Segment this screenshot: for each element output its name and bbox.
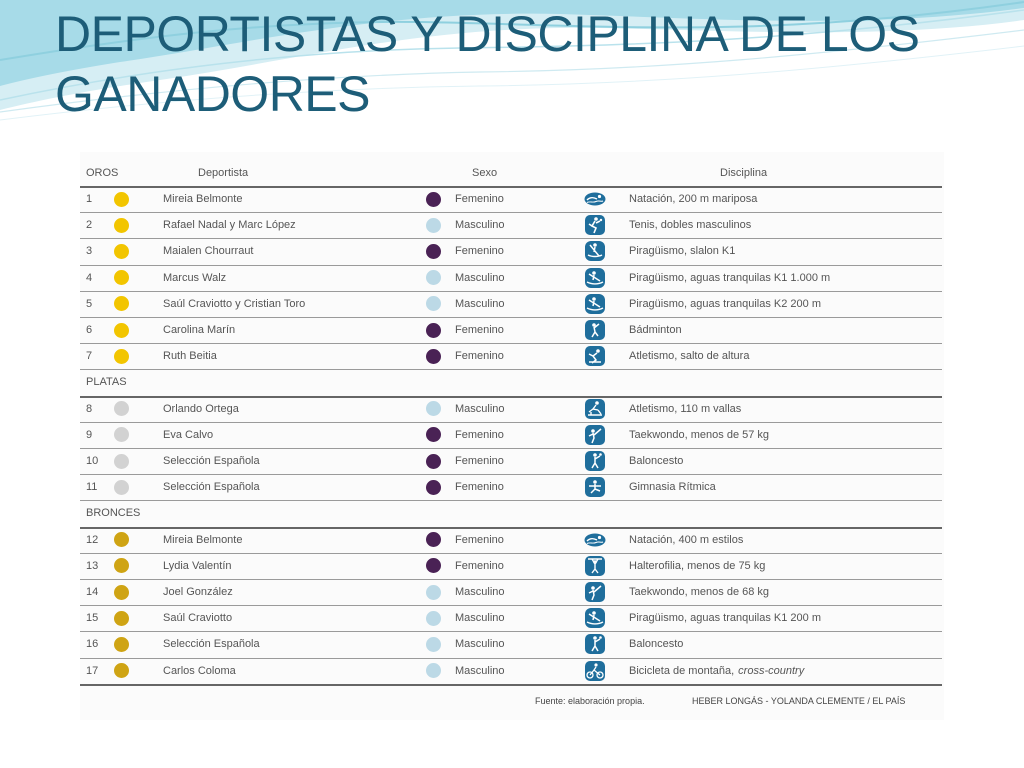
row-number: 11 xyxy=(86,481,98,494)
table-row xyxy=(80,212,944,238)
discipline-text: Piragüismo, aguas tranquilas K2 200 m xyxy=(629,297,821,310)
female-sex-dot xyxy=(426,422,444,448)
taekwondo-icon xyxy=(584,422,610,448)
row-divider xyxy=(80,553,942,554)
medal-circle xyxy=(114,480,129,495)
sex-circle xyxy=(426,244,441,259)
discipline xyxy=(629,448,939,474)
athlete-name: Saúl Craviotto y Cristian Toro xyxy=(163,297,306,310)
header-sex: Sexo xyxy=(472,167,498,179)
discipline-text: Taekwondo, menos de 68 kg xyxy=(629,586,770,598)
footer-source: Fuente: elaboración propia. xyxy=(535,696,645,706)
athlete-sex: Femenino xyxy=(455,559,504,572)
high-jump-icon xyxy=(584,343,610,369)
discipline-text: Natación, 400 m estilos xyxy=(629,533,744,546)
silver-medal-dot xyxy=(114,474,132,500)
slide-title-line2: GANADORES xyxy=(55,66,371,122)
athlete-name: Joel González xyxy=(163,586,233,598)
medal-circle xyxy=(114,532,129,547)
female-sex-dot xyxy=(426,343,444,369)
tennis-icon xyxy=(584,212,610,238)
row-divider xyxy=(80,396,942,398)
row-divider xyxy=(80,527,942,529)
header-athlete: Deportista xyxy=(198,167,249,179)
discipline-text: Atletismo, salto de altura xyxy=(629,350,750,363)
weightlifting-icon xyxy=(584,553,610,579)
athlete-sex: Femenino xyxy=(455,533,504,546)
sex-circle xyxy=(426,480,441,495)
discipline xyxy=(629,422,939,448)
row-divider xyxy=(80,343,942,344)
athlete-sex: Femenino xyxy=(455,455,504,467)
athlete-name: Selección Española xyxy=(163,481,260,494)
discipline-text: Piragüismo, slalon K1 xyxy=(629,245,736,258)
athlete-name: Carolina Marín xyxy=(163,324,236,336)
sex-circle xyxy=(426,585,441,600)
row-number: 8 xyxy=(86,402,93,415)
table-row xyxy=(80,527,944,553)
table-row xyxy=(80,579,944,605)
female-sex-dot xyxy=(426,186,444,212)
medal-circle xyxy=(114,270,129,285)
athlete-sex: Masculino xyxy=(455,271,505,284)
gold-medal-dot xyxy=(114,343,132,369)
basketball-icon xyxy=(584,631,610,657)
discipline xyxy=(629,553,939,579)
sex-circle xyxy=(426,454,441,469)
discipline-italic-text: cross-country xyxy=(738,664,805,677)
athlete-sex: Masculino xyxy=(455,402,505,415)
medal-circle xyxy=(114,558,129,573)
sex-circle xyxy=(426,532,441,547)
athlete-name: Mireia Belmonte xyxy=(163,193,243,205)
footer-credit: HEBER LONGÁS - YOLANDA CLEMENTE / EL PAÍS xyxy=(692,696,906,706)
bronze-medal-dot xyxy=(114,631,132,657)
row-divider xyxy=(80,658,942,659)
row-divider xyxy=(80,291,942,292)
athlete-sex: Femenino xyxy=(455,481,504,494)
bronze-medal-dot xyxy=(114,553,132,579)
sex-circle xyxy=(426,296,441,311)
discipline xyxy=(629,212,939,238)
discipline-text: Baloncesto xyxy=(629,455,684,467)
row-divider xyxy=(80,448,942,449)
gold-medal-dot xyxy=(114,265,132,291)
discipline xyxy=(629,579,939,605)
medal-circle xyxy=(114,585,129,600)
basketball-icon xyxy=(584,448,610,474)
section-label-oros: OROS xyxy=(86,167,119,179)
medal-circle xyxy=(114,218,129,233)
swimming-icon xyxy=(584,186,610,212)
athlete-sex: Femenino xyxy=(455,350,504,363)
medal-circle xyxy=(114,663,129,678)
athlete-name: Selección Española xyxy=(163,638,260,651)
row-number: 13 xyxy=(86,559,99,572)
medal-circle xyxy=(114,401,129,416)
canoe-slalom-icon xyxy=(584,238,610,264)
sex-circle xyxy=(426,427,441,442)
male-sex-dot xyxy=(426,631,444,657)
gold-medal-dot xyxy=(114,212,132,238)
sex-circle xyxy=(426,637,441,652)
discipline xyxy=(629,317,939,343)
discipline-text: Atletismo, 110 m vallas xyxy=(629,402,742,415)
discipline xyxy=(629,343,939,369)
medal-circle xyxy=(114,637,129,652)
athlete-sex: Femenino xyxy=(455,428,504,441)
athlete-name: Ruth Beitia xyxy=(163,350,217,363)
athlete-name: Selección Española xyxy=(163,455,260,467)
athlete-sex: Masculino xyxy=(455,638,505,651)
rhythmic-gymnastics-icon xyxy=(584,474,610,500)
sex-circle xyxy=(426,218,441,233)
row-number: 7 xyxy=(86,350,93,363)
medal-circle xyxy=(114,349,129,364)
sex-circle xyxy=(426,611,441,626)
table-row xyxy=(80,238,944,264)
athlete-sex: Masculino xyxy=(455,612,505,625)
athlete-name: Mireia Belmonte xyxy=(163,533,243,546)
male-sex-dot xyxy=(426,396,444,422)
section-label-platas: PLATAS xyxy=(86,376,127,389)
table-row xyxy=(80,605,944,631)
discipline-text: Piragüismo, aguas tranquilas K1 200 m xyxy=(629,612,821,625)
row-divider xyxy=(80,684,942,686)
section-label-bronces: BRONCES xyxy=(86,507,141,520)
athlete-name: Rafael Nadal y Marc López xyxy=(163,219,296,232)
slide-title xyxy=(55,4,1005,124)
discipline xyxy=(629,265,939,291)
medal-circle xyxy=(114,427,129,442)
row-divider xyxy=(80,186,942,188)
row-number: 16 xyxy=(86,638,99,651)
athlete-sex: Masculino xyxy=(455,664,505,677)
table-row xyxy=(80,474,944,500)
male-sex-dot xyxy=(426,291,444,317)
male-sex-dot xyxy=(426,265,444,291)
discipline-text: Bádminton xyxy=(629,324,682,336)
athlete-name: Carlos Coloma xyxy=(163,664,236,677)
table-row xyxy=(80,658,944,684)
female-sex-dot xyxy=(426,553,444,579)
female-sex-dot xyxy=(426,317,444,343)
row-number: 3 xyxy=(86,245,93,258)
discipline xyxy=(629,291,939,317)
athlete-sex: Femenino xyxy=(455,324,504,336)
discipline xyxy=(629,658,939,684)
row-divider xyxy=(80,474,942,475)
medal-circle xyxy=(114,454,129,469)
silver-medal-dot xyxy=(114,396,132,422)
athlete-sex: Femenino xyxy=(455,193,504,205)
medal-circle xyxy=(114,323,129,338)
row-number: 17 xyxy=(86,664,99,677)
athlete-name: Saúl Craviotto xyxy=(163,612,233,625)
bronze-medal-dot xyxy=(114,527,132,553)
sex-circle xyxy=(426,349,441,364)
row-number: 10 xyxy=(86,455,99,467)
athlete-sex: Masculino xyxy=(455,297,505,310)
discipline-text: Taekwondo, menos de 57 kg xyxy=(629,428,770,441)
canoe-sprint-icon xyxy=(584,265,610,291)
gold-medal-dot xyxy=(114,317,132,343)
discipline-text: Tenis, dobles masculinos xyxy=(629,219,752,232)
swimming-icon xyxy=(584,527,610,553)
bronze-medal-dot xyxy=(114,579,132,605)
row-number: 12 xyxy=(86,533,99,546)
row-divider xyxy=(80,265,942,266)
row-number: 9 xyxy=(86,428,93,441)
row-divider xyxy=(80,212,942,213)
discipline xyxy=(629,631,939,657)
row-divider xyxy=(80,579,942,580)
medal-circle xyxy=(114,611,129,626)
row-divider xyxy=(80,422,942,423)
silver-medal-dot xyxy=(114,422,132,448)
discipline xyxy=(629,527,939,553)
discipline-text: Halterofilia, menos de 75 kg xyxy=(629,559,766,572)
table-row xyxy=(80,343,944,369)
canoe-sprint-icon xyxy=(584,291,610,317)
sex-circle xyxy=(426,270,441,285)
female-sex-dot xyxy=(426,474,444,500)
table-row xyxy=(80,265,944,291)
row-divider xyxy=(80,238,942,239)
male-sex-dot xyxy=(426,605,444,631)
gold-medal-dot xyxy=(114,238,132,264)
athlete-sex: Masculino xyxy=(455,219,505,232)
sex-circle xyxy=(426,192,441,207)
discipline xyxy=(629,238,939,264)
table-row xyxy=(80,186,944,212)
row-divider xyxy=(80,631,942,632)
row-number: 2 xyxy=(86,219,93,232)
athlete-name: Lydia Valentín xyxy=(163,559,232,572)
row-number: 6 xyxy=(86,324,93,336)
table-row xyxy=(80,631,944,657)
row-number: 14 xyxy=(86,586,99,598)
gold-medal-dot xyxy=(114,186,132,212)
slide-title-line1: DEPORTISTAS Y DISCIPLINA DE LOS xyxy=(55,6,920,62)
section-row-bronces xyxy=(80,500,944,526)
gold-medal-dot xyxy=(114,291,132,317)
table-row xyxy=(80,291,944,317)
sex-circle xyxy=(426,323,441,338)
discipline xyxy=(629,605,939,631)
table-row xyxy=(80,317,944,343)
athlete-name: Maialen Chourraut xyxy=(163,245,254,258)
sex-circle xyxy=(426,558,441,573)
discipline-text: Bicicleta de montaña, xyxy=(629,664,735,677)
female-sex-dot xyxy=(426,527,444,553)
discipline xyxy=(629,396,939,422)
row-divider xyxy=(80,605,942,606)
discipline-text: Gimnasia Rítmica xyxy=(629,481,716,494)
table-row xyxy=(80,553,944,579)
female-sex-dot xyxy=(426,448,444,474)
sex-circle xyxy=(426,663,441,678)
taekwondo-icon xyxy=(584,579,610,605)
header-discipline: Disciplina xyxy=(720,167,768,179)
bronze-medal-dot xyxy=(114,658,132,684)
medal-circle xyxy=(114,192,129,207)
row-number: 1 xyxy=(86,193,93,205)
hurdles-icon xyxy=(584,396,610,422)
canoe-sprint-icon xyxy=(584,605,610,631)
sex-circle xyxy=(426,401,441,416)
female-sex-dot xyxy=(426,238,444,264)
section-row-platas xyxy=(80,369,944,395)
bronze-medal-dot xyxy=(114,605,132,631)
athlete-name: Eva Calvo xyxy=(163,428,214,441)
row-number: 5 xyxy=(86,297,93,310)
row-divider xyxy=(80,317,942,318)
row-number: 15 xyxy=(86,612,99,625)
athlete-name: Marcus Walz xyxy=(163,271,227,284)
badminton-icon xyxy=(584,317,610,343)
table-row xyxy=(80,448,944,474)
medal-circle xyxy=(114,296,129,311)
table-row xyxy=(80,422,944,448)
table-row xyxy=(80,396,944,422)
discipline-text: Natación, 200 m mariposa xyxy=(629,193,758,205)
discipline xyxy=(629,186,939,212)
discipline-text: Piragüismo, aguas tranquilas K1 1.000 m xyxy=(629,271,831,284)
medal-circle xyxy=(114,244,129,259)
table-header-row xyxy=(80,160,944,186)
row-divider xyxy=(80,500,942,501)
athlete-sex: Masculino xyxy=(455,586,505,598)
athlete-name: Orlando Ortega xyxy=(163,402,239,415)
row-number: 4 xyxy=(86,271,93,284)
discipline xyxy=(629,474,939,500)
male-sex-dot xyxy=(426,658,444,684)
mountain-bike-icon xyxy=(584,658,610,684)
silver-medal-dot xyxy=(114,448,132,474)
row-divider xyxy=(80,369,942,370)
discipline-text: Baloncesto xyxy=(629,638,684,651)
athlete-sex: Femenino xyxy=(455,245,504,258)
male-sex-dot xyxy=(426,579,444,605)
male-sex-dot xyxy=(426,212,444,238)
